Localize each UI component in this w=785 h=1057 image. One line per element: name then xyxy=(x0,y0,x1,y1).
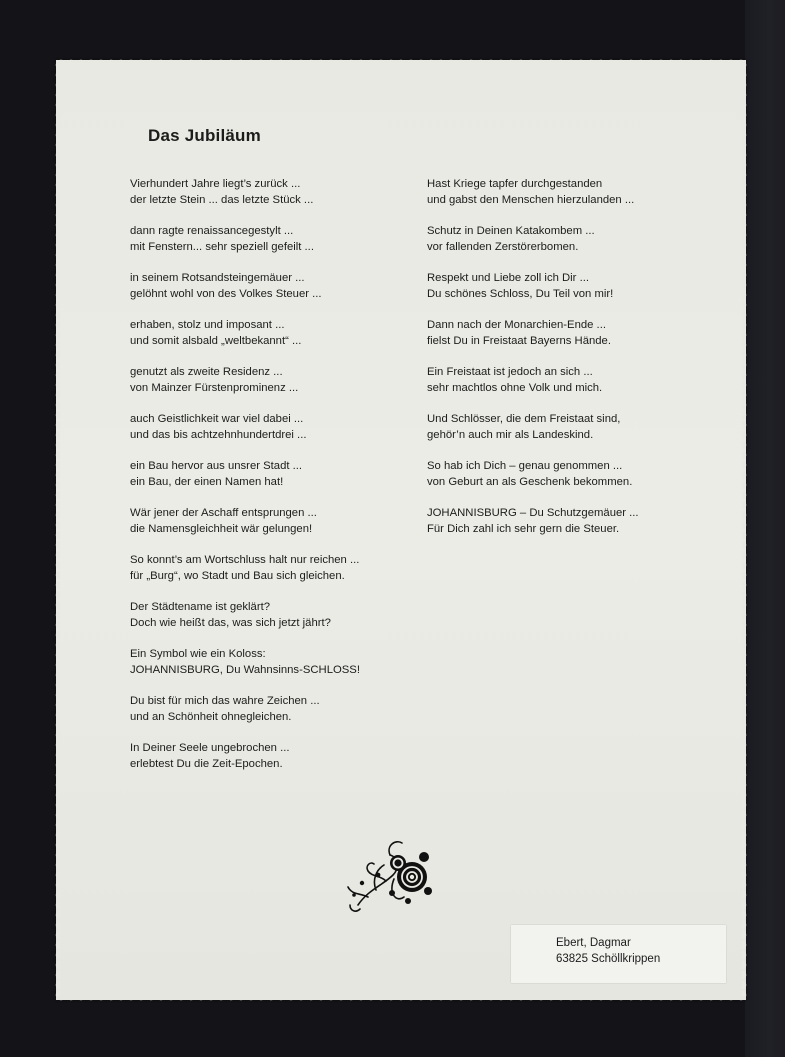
poem-stanza xyxy=(130,223,430,255)
poem-line: So hab ich Dich – genau genommen ... xyxy=(427,460,623,472)
poem-line: Wär jener der Aschaff entsprungen ... xyxy=(130,507,317,519)
poem-line: Respekt und Liebe zoll ich Dir ... xyxy=(427,272,590,284)
poem-line: die Namensgleichheit wär gelungen! xyxy=(130,523,313,535)
poem-stanza xyxy=(130,740,430,772)
floral-swirl-ornament-icon xyxy=(338,835,438,915)
background-panel xyxy=(745,0,785,1057)
poem-line: Vierhundert Jahre liegt’s zurück ... xyxy=(130,178,301,190)
poem-line: für „Burg“, wo Stadt und Bau sich gleichen. xyxy=(130,570,345,582)
poem-line: JOHANNISBURG, Du Wahnsinns-SCHLOSS! xyxy=(130,664,360,676)
poem-stanza xyxy=(130,411,430,443)
poem-stanza xyxy=(130,364,430,396)
poem-column-right xyxy=(427,176,727,552)
poem-line: dann ragte renaissancegestylt ... xyxy=(130,225,294,237)
poem-line: sehr machtlos ohne Volk und mich. xyxy=(427,382,603,394)
poem-stanza xyxy=(427,458,727,490)
poem-stanza xyxy=(427,270,727,302)
poem-stanza xyxy=(427,176,727,208)
poem-line: Für Dich zahl ich sehr gern die Steuer. xyxy=(427,523,620,535)
poem-stanza xyxy=(130,505,430,537)
poem-stanza xyxy=(427,411,727,443)
poem-line: Schutz in Deinen Katakombem ... xyxy=(427,225,595,237)
poem-stanza xyxy=(130,646,430,678)
poem-line: Ein Symbol wie ein Koloss: xyxy=(130,648,266,660)
poem-line: gelöhnt wohl von des Volkes Steuer ... xyxy=(130,288,322,300)
poem-title: Das Jubiläum xyxy=(148,126,261,145)
poem-stanza xyxy=(427,364,727,396)
poem-line: Dann nach der Monarchien-Ende ... xyxy=(427,319,606,331)
poem-line: Ein Freistaat ist jedoch an sich ... xyxy=(427,366,593,378)
poem-line: Und Schlösser, die dem Freistaat sind, xyxy=(427,413,621,425)
poem-line: ein Bau hervor aus unsrer Stadt ... xyxy=(130,460,303,472)
poem-line: So konnt’s am Wortschluss halt nur reichen ... xyxy=(130,554,360,566)
poem-stanza xyxy=(130,317,430,349)
poem-stanza xyxy=(130,458,430,490)
poem-stanza xyxy=(130,599,430,631)
poem-line: und an Schönheit ohnegleichen. xyxy=(130,711,292,723)
author-address: 63825 Schöllkrippen xyxy=(556,953,661,965)
poem-line: erlebtest Du die Zeit-Epochen. xyxy=(130,758,283,770)
poem-line: auch Geistlichkeit war viel dabei ... xyxy=(130,413,304,425)
poem-stanza xyxy=(427,223,727,255)
poem-line: In Deiner Seele ungebrochen ... xyxy=(130,742,290,754)
poem-line: genutzt als zweite Residenz ... xyxy=(130,366,283,378)
poem-line: Du bist für mich das wahre Zeichen ... xyxy=(130,695,320,707)
wavy-edge-right xyxy=(742,60,750,1000)
poem-stanza xyxy=(427,505,727,537)
poem-line: vor fallenden Zerstörerbomen. xyxy=(427,241,579,253)
poem-line: und das bis achtzehnhundertdrei ... xyxy=(130,429,307,441)
poem-line: erhaben, stolz und imposant ... xyxy=(130,319,285,331)
poem-column-left xyxy=(130,176,430,787)
poem-stanza xyxy=(130,693,430,725)
poem-line: in seinem Rotsandsteingemäuer ... xyxy=(130,272,305,284)
poem-line: Hast Kriege tapfer durchgestanden xyxy=(427,178,603,190)
poem-line: von Mainzer Fürstenprominenz ... xyxy=(130,382,299,394)
author-name: Ebert, Dagmar xyxy=(556,937,631,949)
poem-line: mit Fenstern... sehr speziell gefeilt ... xyxy=(130,241,314,253)
poem-line: JOHANNISBURG – Du Schutzgemäuer ... xyxy=(427,507,639,519)
wavy-edge-left xyxy=(52,60,60,1000)
author-label xyxy=(511,925,726,983)
poem-stanza xyxy=(130,176,430,208)
poem-line: gehör’n auch mir als Landeskind. xyxy=(427,429,594,441)
poem-sheet xyxy=(56,60,746,1000)
poem-line: fielst Du in Freistaat Bayerns Hände. xyxy=(427,335,611,347)
poem-line: Doch wie heißt das, was sich jetzt jährt? xyxy=(130,617,331,629)
poem-stanza xyxy=(130,270,430,302)
poem-line: und somit alsbald „weltbekannt“ ... xyxy=(130,335,302,347)
poem-line: und gabst den Menschen hierzulanden ... xyxy=(427,194,635,206)
poem-stanza xyxy=(130,552,430,584)
poem-line: ein Bau, der einen Namen hat! xyxy=(130,476,284,488)
poem-line: der letzte Stein ... das letzte Stück ... xyxy=(130,194,314,206)
poem-line: Der Städtename ist geklärt? xyxy=(130,601,271,613)
poem-stanza xyxy=(427,317,727,349)
poem-line: Du schönes Schloss, Du Teil von mir! xyxy=(427,288,614,300)
poem-line: von Geburt an als Geschenk bekommen. xyxy=(427,476,633,488)
